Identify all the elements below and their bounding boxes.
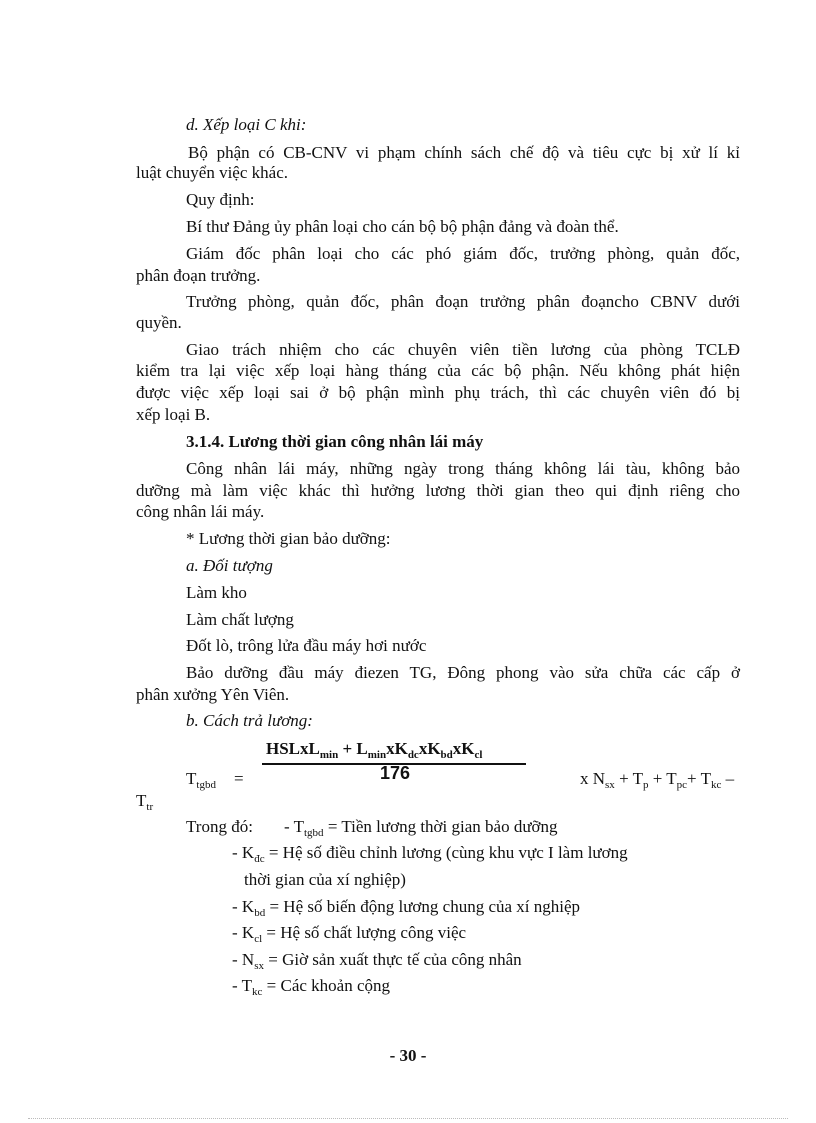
paragraph-line: Giao trách nhiệm cho các chuyên viên tiền lương của phòng TCLĐ bbox=[186, 340, 740, 359]
paragraph-line: Công nhân lái máy, những ngày trong tháng không lái tàu, không bảo bbox=[186, 459, 740, 478]
definition-item: - $N_{sx}$ = Giờ sản xuất thực tế của công nhân bbox=[232, 950, 522, 972]
paragraph-line: kiểm tra lại việc xếp loại hàng tháng của các bộ phận. Nếu không phát hiện bbox=[136, 361, 740, 380]
formula-rhs: x $N_{sx} + T_p + T_{pc}+ T_{kc}$ – bbox=[580, 769, 735, 791]
paragraph-line: xếp loại B. bbox=[136, 405, 211, 424]
paragraph-line: dưỡng mà làm việc khác thì hưởng lương thời gian theo qui định riêng cho bbox=[136, 481, 740, 500]
definition-continuation: thời gian của xí nghiệp) bbox=[244, 870, 406, 889]
definition-item: - $K_{cl}$ = Hệ số chất lượng công việc bbox=[232, 923, 467, 945]
bullet-line: * Lương thời gian bảo dưỡng: bbox=[186, 529, 391, 548]
formula-equals: = bbox=[234, 769, 244, 788]
definitions-intro: Trong đó: bbox=[186, 817, 253, 836]
definition-item: - $K_{bd}$ = Hệ số biến động lương chung của xí nghiệp bbox=[232, 897, 581, 919]
heading-b: b. Cách trả lương: bbox=[186, 711, 313, 730]
list-item: Làm chất lượng bbox=[186, 610, 294, 629]
definition-item: - $T_{tgbd}$ = Tiền lương thời gian bảo dưỡng bbox=[284, 817, 558, 839]
paragraph-line: phân xưởng Yên Viên. bbox=[136, 685, 290, 704]
paragraph-line: Trưởng phòng, quản đốc, phân đoạn trưởng phân đoạncho CBNV dưới bbox=[186, 292, 740, 311]
formula-numerator: HSLxL$_{min}$ + $L_{min}xK_{dc}xK_{bd}xK_{cl}$ bbox=[266, 739, 483, 761]
formula-denominator: 176 bbox=[380, 763, 411, 783]
page-number: - 30 - bbox=[389, 1046, 427, 1065]
paragraph-line: Bảo dưỡng đầu máy điezen TG, Đông phong vào sửa chữa các cấp ở bbox=[186, 663, 740, 682]
definition-item: - $K_{đc}$ = Hệ số điều chỉnh lương (cùng khu vực I làm lương bbox=[232, 843, 628, 865]
section-title: 3.1.4. Lương thời gian công nhân lái máy bbox=[186, 432, 484, 451]
heading-d: d. Xếp loại C khi: bbox=[186, 115, 307, 134]
paragraph-line: Bộ phận có CB-CNV vi phạm chính sách chế độ và tiêu cực bị xử lí kỉ bbox=[188, 143, 740, 162]
paragraph-line: công nhân lái máy. bbox=[136, 502, 265, 521]
paragraph-line: quyền. bbox=[136, 313, 182, 332]
definition-item: - $T_{kc}$ = Các khoản cộng bbox=[232, 976, 390, 998]
paragraph-line: Bí thư Đảng ủy phân loại cho cán bộ bộ phận đảng và đoàn thể. bbox=[186, 217, 619, 236]
heading-a: a. Đối tượng bbox=[186, 556, 273, 575]
formula-lhs: $T_{tgbd}$ bbox=[186, 769, 216, 791]
list-item: Làm kho bbox=[186, 583, 247, 602]
bottom-rule bbox=[28, 1118, 788, 1119]
list-item: Đốt lò, trông lửa đầu máy hơi nước bbox=[186, 636, 427, 655]
paragraph-line: luật chuyển việc khác. bbox=[136, 163, 288, 182]
paragraph-line: Quy định: bbox=[186, 190, 255, 209]
paragraph-line: phân đoạn trưởng. bbox=[136, 266, 261, 285]
formula-ttr: $T_{tr}$ bbox=[136, 791, 154, 813]
paragraph-line: được việc xếp loại sai ở bộ phận mình phụ trách, thì các chuyên viên đó bị bbox=[136, 383, 740, 402]
paragraph-line: Giám đốc phân loại cho các phó giám đốc, trưởng phòng, quản đốc, bbox=[186, 244, 740, 263]
